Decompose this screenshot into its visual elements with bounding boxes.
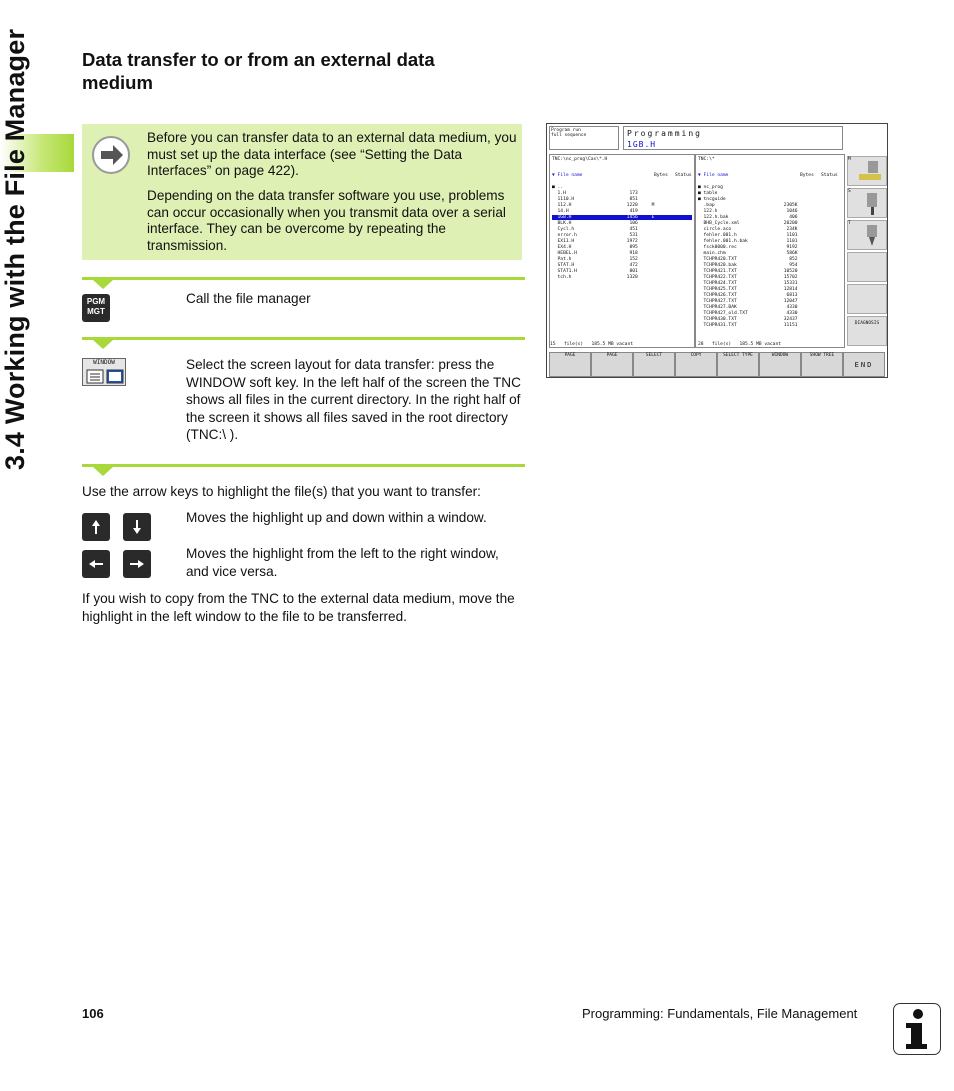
softkey-copy[interactable]: COPY [675, 352, 717, 377]
file-row[interactable]: Cycl.h 451 [552, 227, 638, 232]
side-softkey-m[interactable]: M [847, 156, 887, 186]
file-row[interactable]: .bap 2305K [698, 203, 798, 208]
file-row[interactable]: ■ table [698, 191, 718, 196]
arrow-up-icon [82, 513, 110, 541]
file-row[interactable]: error.h 531 [552, 233, 638, 238]
softkey-select-type[interactable]: SELECT TYPE [717, 352, 759, 377]
program-title-box [623, 126, 843, 150]
file-row[interactable]: TCHPR420.TXT 852 [698, 257, 798, 262]
file-row[interactable]: fehler.001.h 1101 [698, 233, 798, 238]
step-divider [82, 337, 525, 340]
arrow-right-icon [123, 550, 151, 578]
arrow-down-icon [123, 513, 151, 541]
note-paragraph-1: Before you can transfer data to an external data medium, you must set up the data interface (see “Setting the Data Interfaces” on page 422). [147, 130, 517, 178]
side-softkey-t[interactable]: T [847, 220, 887, 250]
step-divider [82, 277, 525, 280]
file-row[interactable]: TCHPR420.bak 954 [698, 263, 798, 268]
file-row[interactable]: 122.h 1046 [698, 209, 798, 214]
file-row[interactable]: BHB_Cycle.xml 20200 [698, 221, 798, 226]
info-icon [893, 1003, 941, 1055]
left-status: 15 file(s) 185.5 MB vacant [550, 342, 633, 347]
softkey-window[interactable]: WINDOW [759, 352, 801, 377]
right-path: TNC:\* [698, 157, 715, 162]
split-window-icon [86, 369, 124, 384]
softkey-show-tree[interactable]: SHOW TREE [801, 352, 843, 377]
file-row[interactable]: 112.H 1220 M [552, 203, 655, 208]
side-softkey-blank[interactable] [847, 284, 887, 314]
step-marker [93, 467, 113, 476]
current-file: 1GB.H [627, 140, 657, 149]
file-row[interactable]: fsck0000.rec 9192 [698, 245, 798, 250]
file-row[interactable]: ■ nc_prog [698, 185, 723, 190]
right-col-bytes: Bytes [800, 173, 814, 178]
side-softkey-blank[interactable] [847, 252, 887, 282]
right-col-status: Status [821, 173, 838, 178]
file-row[interactable]: main.chm 586K [698, 251, 798, 256]
file-row[interactable]: 1GB.H 1456 E [552, 215, 692, 220]
softkey-end[interactable]: END [843, 352, 885, 377]
step-marker [93, 340, 113, 349]
select-layout-text: Select the screen layout for data transfer: press the WINDOW soft key. In the left half of the screen the TNC shows all files in the current directory. In the right half of the screen it shows all files saved in the root directory (TNC:\ ). [186, 357, 521, 442]
call-file-manager-text: Call the file manager [186, 291, 311, 306]
file-row[interactable]: 1110.H 851 [552, 197, 638, 202]
side-softkey-diagnosis[interactable]: DIAGNOSIS [847, 316, 887, 346]
file-row[interactable]: 1.H 173 [552, 191, 638, 196]
left-path: TNC:\nc_prog\Cas\*.H [552, 157, 608, 162]
left-col-status: Status [675, 173, 692, 178]
file-row[interactable]: TCHPR425.TXT 12814 [698, 287, 798, 292]
left-col-bytes: Bytes [654, 173, 668, 178]
file-row[interactable]: STAT.H 472 [552, 263, 638, 268]
file-row[interactable]: EX11.H 1972 [552, 239, 638, 244]
file-row[interactable]: TCHPR424.TXT 15331 [698, 281, 798, 286]
file-row[interactable]: TCHPR426.TXT 6813 [698, 293, 798, 298]
file-row[interactable]: TCHPR422.TXT 15702 [698, 275, 798, 280]
window-softkey-label: WINDOW [93, 359, 115, 366]
arrow-right-key[interactable] [123, 550, 151, 578]
arrow-keys-intro: Use the arrow keys to highlight the file(s) that you want to transfer: [82, 484, 481, 499]
right-file-window [695, 154, 845, 348]
file-row[interactable]: TCHPR430.TXT 32437 [698, 317, 798, 322]
file-row[interactable]: tch.h 1320 [552, 275, 638, 280]
softkey-select[interactable]: SELECT [633, 352, 675, 377]
section-heading: Data transfer to or from an external data medium [82, 49, 435, 93]
leftright-text: Moves the highlight from the left to the right window, and vice versa. [186, 546, 499, 579]
arrow-up-key[interactable] [82, 513, 110, 541]
tnc-screenshot [546, 123, 888, 378]
mode-box: Program run full sequence [549, 126, 619, 150]
program-mode-title: Programming [627, 129, 702, 138]
file-row[interactable]: ■ .. [552, 185, 564, 190]
arrow-down-key[interactable] [123, 513, 151, 541]
step-marker [93, 280, 113, 289]
file-row[interactable]: fehler.001.h.bak 1101 [698, 239, 798, 244]
file-row[interactable]: TCHPR427.BAK 4330 [698, 305, 798, 310]
file-row[interactable]: TCHPR431.TXT 11151 [698, 323, 798, 328]
file-row[interactable]: TCHPR427_old.TXT 4330 [698, 311, 798, 316]
copy-instruction: If you wish to copy from the TNC to the external data medium, move the highlight in the left window to the file to be transferred. [82, 591, 515, 624]
left-file-window [549, 154, 695, 348]
file-row[interactable]: ■ tncguide [698, 197, 726, 202]
file-row[interactable]: 14.H 419 [552, 209, 638, 214]
note-paragraph-2: Depending on the data transfer software you use, problems can occur occasionally when you transmit data over a serial interface. They can be overcome by repeating the transmission. [147, 188, 506, 253]
file-row[interactable]: EX4.H 895 [552, 245, 638, 250]
file-row[interactable]: Pat.h 152 [552, 257, 638, 262]
side-softkey-s[interactable]: S [847, 188, 887, 218]
footer-chapter: Programming: Fundamentals, File Management [582, 1006, 858, 1021]
note-box [82, 124, 522, 260]
file-row[interactable]: BLK.H 106 [552, 221, 638, 226]
arrow-right-icon [92, 136, 130, 174]
file-row[interactable]: STAT1.H 801 [552, 269, 638, 274]
file-row[interactable]: circle.aco 234K [698, 227, 798, 232]
file-row[interactable]: 122.h.bak 406 [698, 215, 798, 220]
file-row[interactable]: TCHPR427.TXT 12047 [698, 299, 798, 304]
updown-text: Moves the highlight up and down within a window. [186, 510, 487, 525]
pgm-mgt-key[interactable]: PGM MGT [82, 294, 110, 322]
softkey-page[interactable]: PAGE [549, 352, 591, 377]
right-col-name: ▼ File name [698, 173, 729, 178]
file-row[interactable]: TCHPR421.TXT 10520 [698, 269, 798, 274]
left-col-name: ▼ File name [552, 173, 583, 178]
step-divider [82, 464, 525, 467]
right-status: 28 file(s) 185.5 MB vacant [698, 342, 781, 347]
file-row[interactable]: HEBEL.H 918 [552, 251, 638, 256]
page-number: 106 [82, 1006, 104, 1021]
softkey-page[interactable]: PAGE [591, 352, 633, 377]
arrow-left-icon [82, 550, 110, 578]
window-softkey[interactable] [82, 358, 126, 386]
arrow-left-key[interactable] [82, 550, 110, 578]
